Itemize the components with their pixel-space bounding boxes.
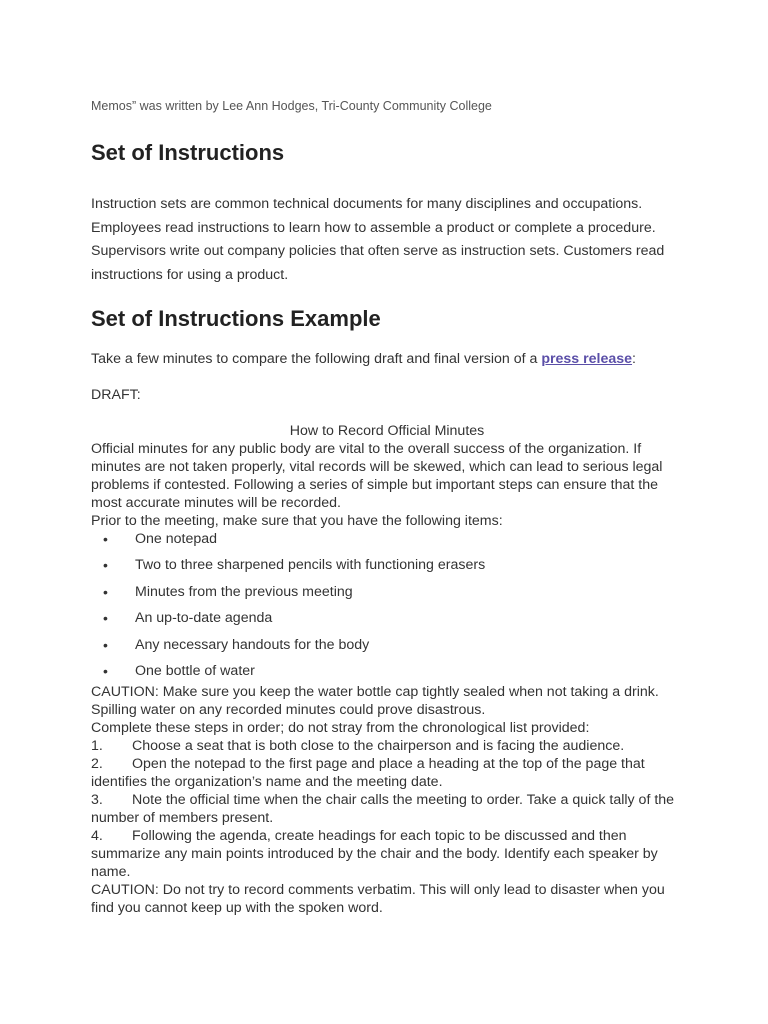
- step-number: 3.: [91, 792, 103, 809]
- bullet-icon: •: [103, 531, 108, 547]
- list-item-text: An up-to-date agenda: [135, 610, 273, 627]
- list-item-text: Two to three sharpened pencils with functioning erasers: [135, 557, 486, 573]
- step-text: Choose a seat that is both close to the chairperson and is facing the audience.: [132, 738, 625, 755]
- draft-title: How to Record Official Minutes: [289, 423, 485, 439]
- list-item-text: One bottle of water: [135, 663, 255, 680]
- list-item: [91, 609, 683, 636]
- list-item: [91, 530, 683, 556]
- list-item: [91, 636, 683, 663]
- step-text: Following the agenda, create headings for each topic to be discussed and then summarize any main points introduced by the chair and the body. Identify each speaker by name.: [91, 828, 658, 881]
- bullet-icon: •: [103, 583, 108, 600]
- bullet-icon: •: [103, 610, 108, 627]
- caution-verbatim: CAUTION: Do not try to record comments verbatim. This will only lead to disaster when you find you cannot keep up with the spoken word.: [91, 882, 665, 917]
- draft-intro-paragraph: Official minutes for any public body are vital to the overall success of the organization. If minutes are not taken properly, vital records will be skewed, which can lead to serious legal problems if contested. Following a series of simple but important steps can ensure that the most accurate minutes will be recorded.: [91, 441, 663, 511]
- step-number: 4.: [91, 828, 103, 845]
- bullet-icon: •: [103, 636, 108, 653]
- draft-label: DRAFT:: [91, 387, 141, 403]
- prior-to-meeting-text: Prior to the meeting, make sure that you have the following items:: [91, 513, 503, 529]
- section-heading-example: Set of Instructions Example: [91, 306, 381, 331]
- section-heading-set-of-instructions: Set of Instructions: [91, 140, 285, 165]
- step-item: [91, 755, 683, 791]
- intro-paragraph: Instruction sets are common technical documents for many disciplines and occupations. Employees read instructions to learn how to assemble a product or complete a procedure. Supervisors write out company policies that often serve as instruction sets. Customers read instructions for using a product.: [91, 196, 665, 283]
- step-text: Open the notepad to the first page and place a heading at the top of the page that identifies the organization’s name and the meeting date.: [91, 756, 645, 791]
- list-item-text: One notepad: [135, 531, 218, 547]
- complete-steps-text: Complete these steps in order; do not stray from the chronological list provided:: [91, 720, 590, 737]
- items-list: [91, 530, 683, 683]
- step-text: Note the official time when the chair calls the meeting to order. Take a quick tally of the number of members present.: [91, 792, 675, 827]
- list-item: [91, 662, 683, 683]
- compare-prefix: Take a few minutes to compare the following draft and final version of a: [91, 351, 542, 367]
- list-item-text: Any necessary handouts for the body: [135, 636, 370, 653]
- step-item: [91, 791, 683, 827]
- author-credit: Memos” was written by Lee Ann Hodges, Tri-County Community College: [91, 99, 492, 113]
- list-item: [91, 583, 683, 610]
- list-item-text: Minutes from the previous meeting: [135, 583, 353, 600]
- step-item: [91, 827, 683, 881]
- draft-document: [91, 422, 683, 917]
- step-number: 2.: [91, 756, 103, 773]
- step-number: 1.: [91, 738, 103, 755]
- press-release-link[interactable]: press release: [541, 351, 633, 367]
- bullet-icon: •: [103, 557, 108, 573]
- list-item: [91, 556, 683, 583]
- caution-water: CAUTION: Make sure you keep the water bottle cap tightly sealed when not taking a drink. Spilling water on any recorded minutes could prove disastrous.: [91, 684, 659, 719]
- compare-suffix: :: [632, 351, 636, 367]
- steps-list: [91, 737, 683, 881]
- compare-sentence: [91, 351, 636, 367]
- step-item: [91, 737, 683, 755]
- bullet-icon: •: [103, 663, 108, 680]
